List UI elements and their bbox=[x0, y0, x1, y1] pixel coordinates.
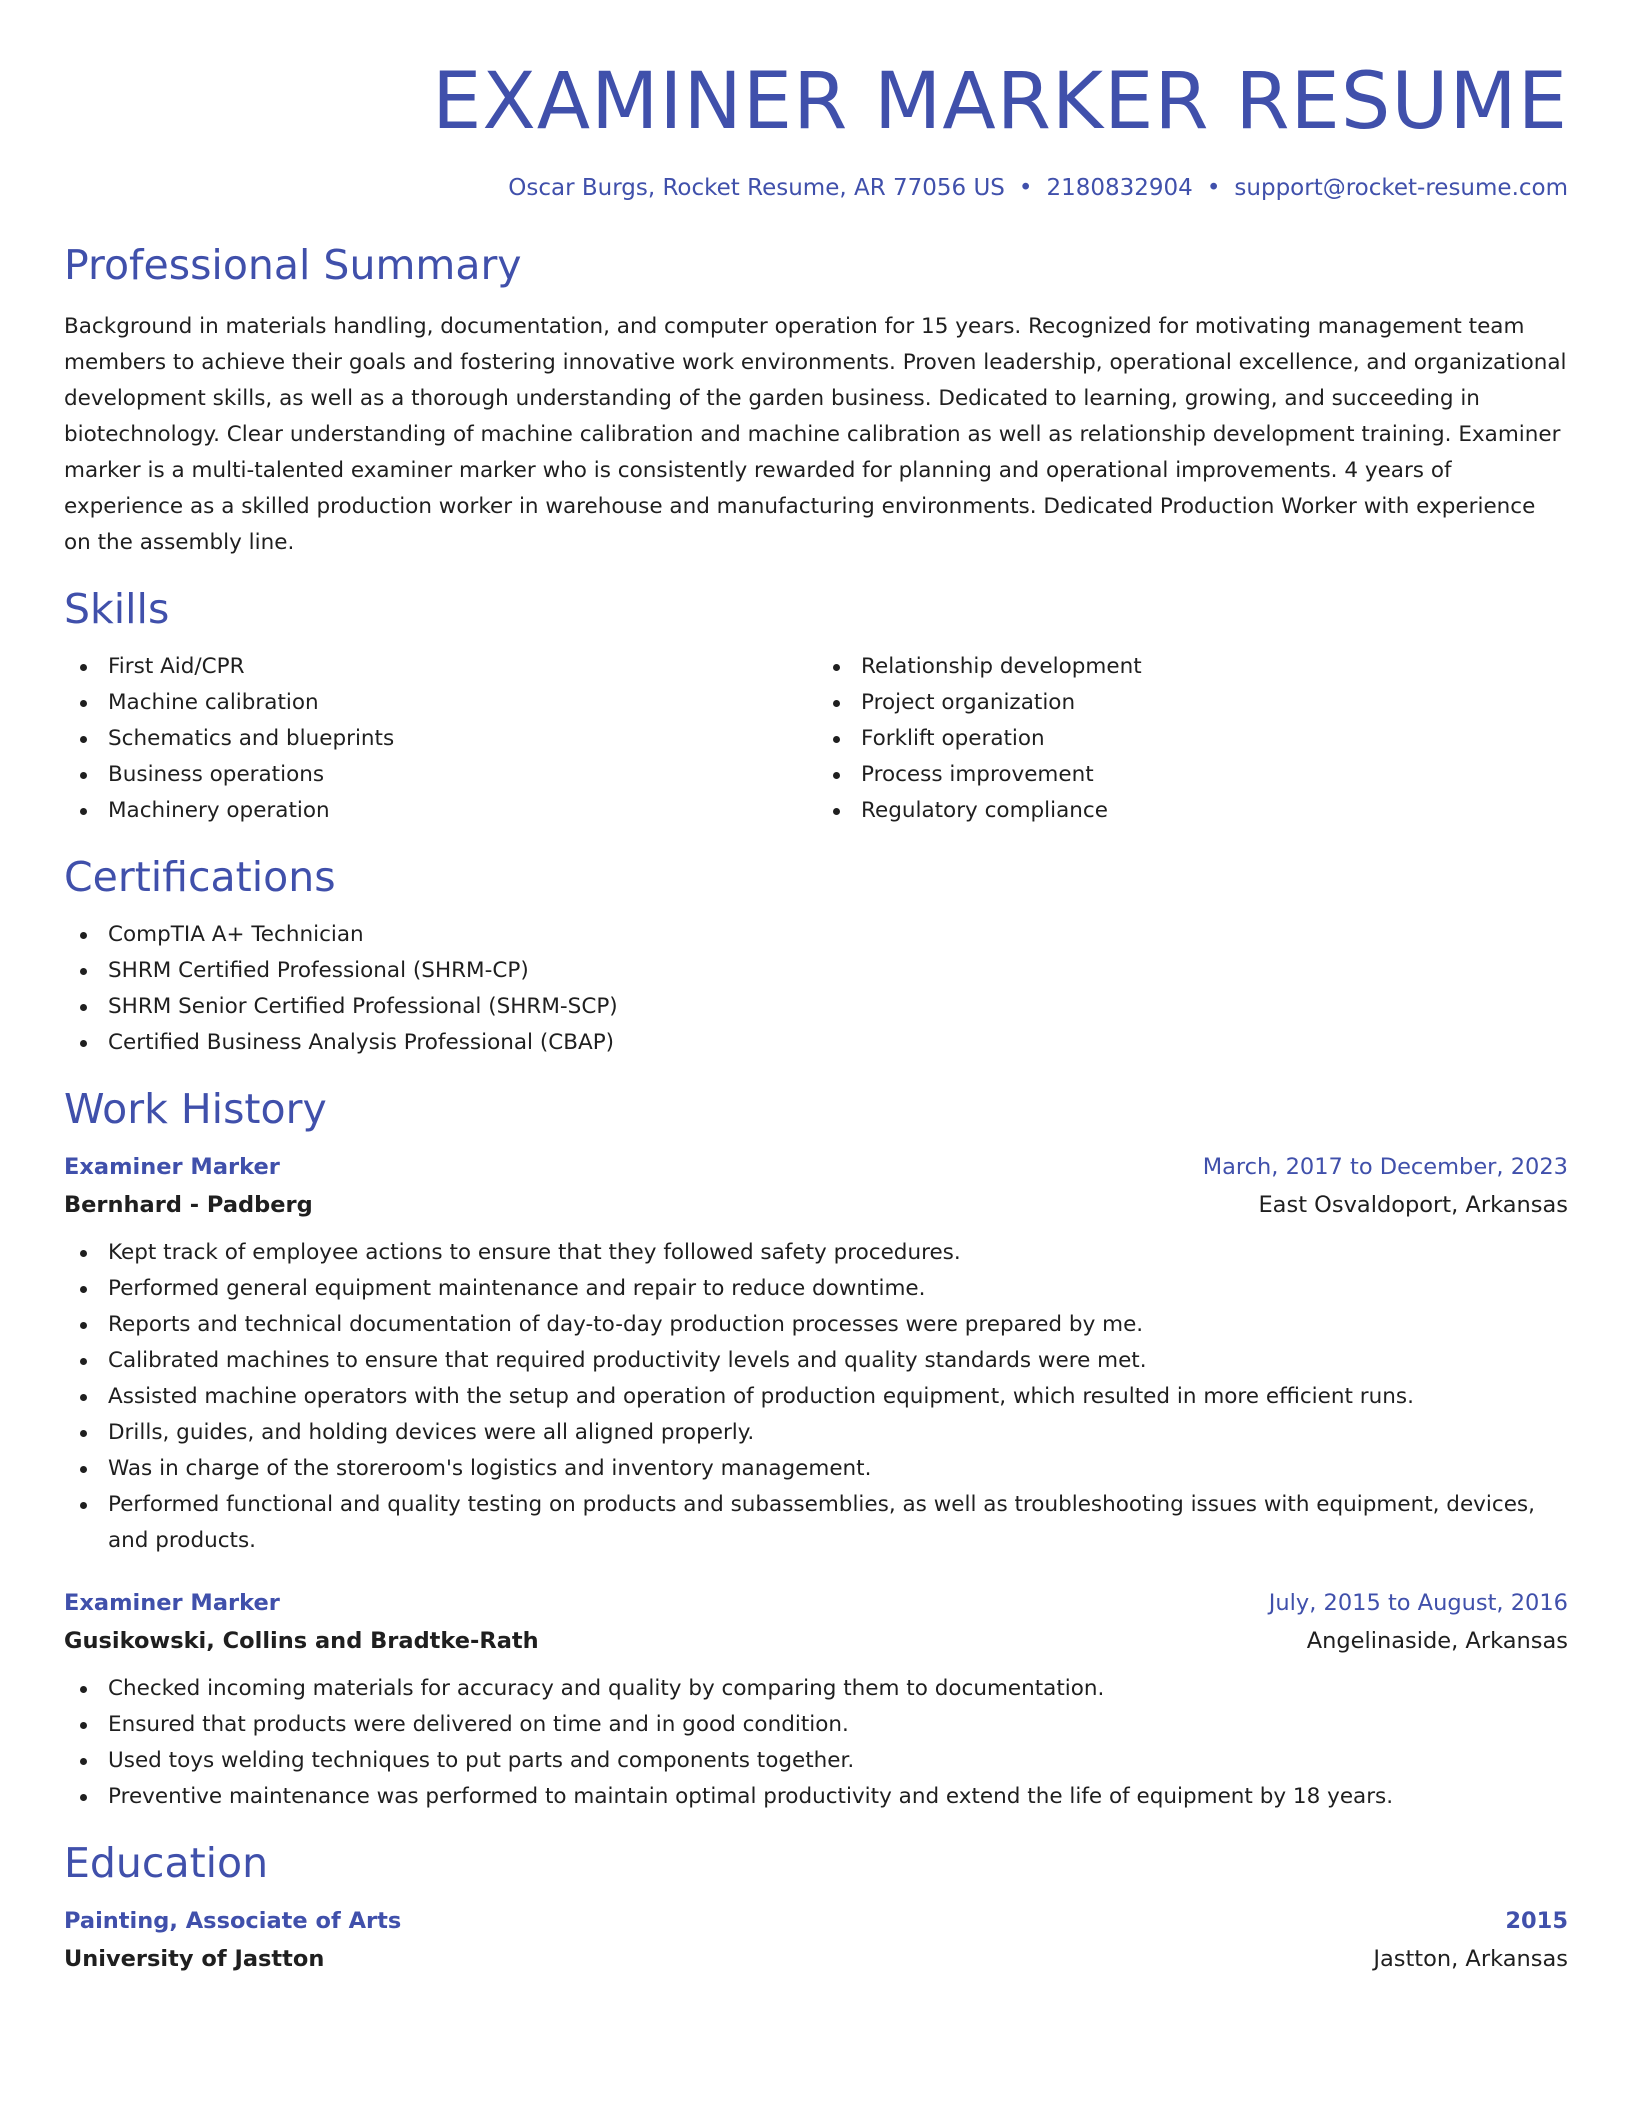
skills-list-left bbox=[64, 649, 815, 829]
job-employer: Gusikowski, Collins and Bradtke-Rath bbox=[64, 1628, 539, 1654]
job-employer: Bernhard - Padberg bbox=[64, 1192, 313, 1218]
skill-item: Forklift operation bbox=[817, 721, 1568, 757]
skill-item: Schematics and blueprints bbox=[64, 721, 815, 757]
skill-item: Machinery operation bbox=[64, 793, 815, 829]
job-duty: Preventive maintenance was performed to maintain optimal productivity and extend the life of equipment by 18 years. bbox=[64, 1779, 1568, 1815]
education-school: University of Jastton bbox=[64, 1946, 325, 1972]
job-duties bbox=[64, 1235, 1568, 1559]
skills-heading: Skills bbox=[64, 585, 170, 633]
skill-item: Project organization bbox=[817, 685, 1568, 721]
certifications-section bbox=[64, 851, 1568, 1061]
job-header bbox=[64, 1585, 1568, 1621]
job-subheader bbox=[64, 1621, 1568, 1661]
job-location: East Osvaldoport, Arkansas bbox=[1258, 1192, 1568, 1218]
skill-item: Business operations bbox=[64, 757, 815, 793]
job-entry bbox=[64, 1149, 1568, 1559]
job-duty: Drills, guides, and holding devices were all aligned properly. bbox=[64, 1415, 1568, 1451]
job-subheader bbox=[64, 1185, 1568, 1225]
certification-item: CompTIA A+ Technician bbox=[64, 917, 1568, 953]
contact-email: support@rocket-resume.com bbox=[1234, 175, 1568, 201]
summary-text: Background in materials handling, documentation, and computer operation for 15 years. Recognized for motivating management team members to achieve their goals and fostering innovative work environments. Proven leadership, operational excellence, and organizational development skills, as well as a thorough understanding of the garden business. Dedicated to learning, growing, and succeeding in biotechnology. Clear understanding of machine calibration and machine calibration as well as relationship development training. Examiner marker is a multi-talented examiner marker who is consistently rewarded for planning and operational improvements. 4 years of experience as a skilled production worker in warehouse and manufacturing environments. Dedicated Production Worker with experience on the assembly line. bbox=[64, 314, 1567, 555]
job-duty: Ensured that products were delivered on time and in good condition. bbox=[64, 1707, 1568, 1743]
job-duty: Was in charge of the storeroom's logistics and inventory management. bbox=[64, 1451, 1568, 1487]
job-title: Examiner Marker bbox=[64, 1154, 280, 1180]
job-header bbox=[64, 1149, 1568, 1185]
summary-section bbox=[64, 239, 1568, 561]
skill-item: Regulatory compliance bbox=[817, 793, 1568, 829]
resume-title: EXAMINER MARKER RESUME bbox=[432, 57, 1568, 147]
skill-item: First Aid/CPR bbox=[64, 649, 815, 685]
job-duty: Reports and technical documentation of day-to-day production processes were prepared by me. bbox=[64, 1307, 1568, 1343]
certification-item: SHRM Certified Professional (SHRM-CP) bbox=[64, 953, 1568, 989]
job-duty: Checked incoming materials for accuracy and quality by comparing them to documentation. bbox=[64, 1671, 1568, 1707]
certification-item: SHRM Senior Certified Professional (SHRM-SCP) bbox=[64, 989, 1568, 1025]
skills-section bbox=[64, 583, 1568, 829]
job-duty: Assisted machine operators with the setup and operation of production equipment, which resulted in more efficient runs. bbox=[64, 1379, 1568, 1415]
certifications-heading: Certifications bbox=[64, 853, 336, 901]
contact-separator: • bbox=[1018, 175, 1033, 201]
contact-separator: • bbox=[1206, 175, 1221, 201]
education-subheader bbox=[64, 1939, 1568, 1979]
job-duty: Performed general equipment maintenance and repair to reduce downtime. bbox=[64, 1271, 1568, 1307]
job-duty: Performed functional and quality testing on products and subassemblies, as well as troubleshooting issues with equipment, devices, and products. bbox=[64, 1487, 1568, 1559]
certifications-list bbox=[64, 917, 1568, 1061]
skill-item: Process improvement bbox=[817, 757, 1568, 793]
skill-item: Machine calibration bbox=[64, 685, 815, 721]
job-dates: March, 2017 to December, 2023 bbox=[1202, 1154, 1568, 1180]
contact-phone: 2180832904 bbox=[1046, 175, 1193, 201]
job-location: Angelinaside, Arkansas bbox=[1306, 1628, 1568, 1654]
contact-line bbox=[64, 172, 1568, 204]
job-duty: Used toys welding techniques to put parts and components together. bbox=[64, 1743, 1568, 1779]
job-duty: Kept track of employee actions to ensure that they followed safety procedures. bbox=[64, 1235, 1568, 1271]
education-section bbox=[64, 1837, 1568, 1979]
job-dates: July, 2015 to August, 2016 bbox=[1268, 1590, 1568, 1616]
skills-grid bbox=[64, 649, 1568, 829]
skill-item: Relationship development bbox=[817, 649, 1568, 685]
contact-address: Oscar Burgs, Rocket Resume, AR 77056 US bbox=[508, 175, 1005, 201]
education-year: 2015 bbox=[1505, 1908, 1568, 1934]
job-entry bbox=[64, 1585, 1568, 1815]
education-heading: Education bbox=[64, 1839, 269, 1887]
certification-item: Certified Business Analysis Professional (CBAP) bbox=[64, 1025, 1568, 1061]
job-title: Examiner Marker bbox=[64, 1590, 280, 1616]
skills-list-right bbox=[815, 649, 1568, 829]
work-history-section bbox=[64, 1083, 1568, 1815]
job-duty: Calibrated machines to ensure that required productivity levels and quality standards were met. bbox=[64, 1343, 1568, 1379]
education-degree: Painting, Associate of Arts bbox=[64, 1908, 402, 1934]
education-header bbox=[64, 1903, 1568, 1939]
job-duties bbox=[64, 1671, 1568, 1815]
work-history-heading: Work History bbox=[64, 1085, 327, 1133]
education-location: Jastton, Arkansas bbox=[1373, 1946, 1568, 1972]
summary-heading: Professional Summary bbox=[64, 241, 522, 289]
